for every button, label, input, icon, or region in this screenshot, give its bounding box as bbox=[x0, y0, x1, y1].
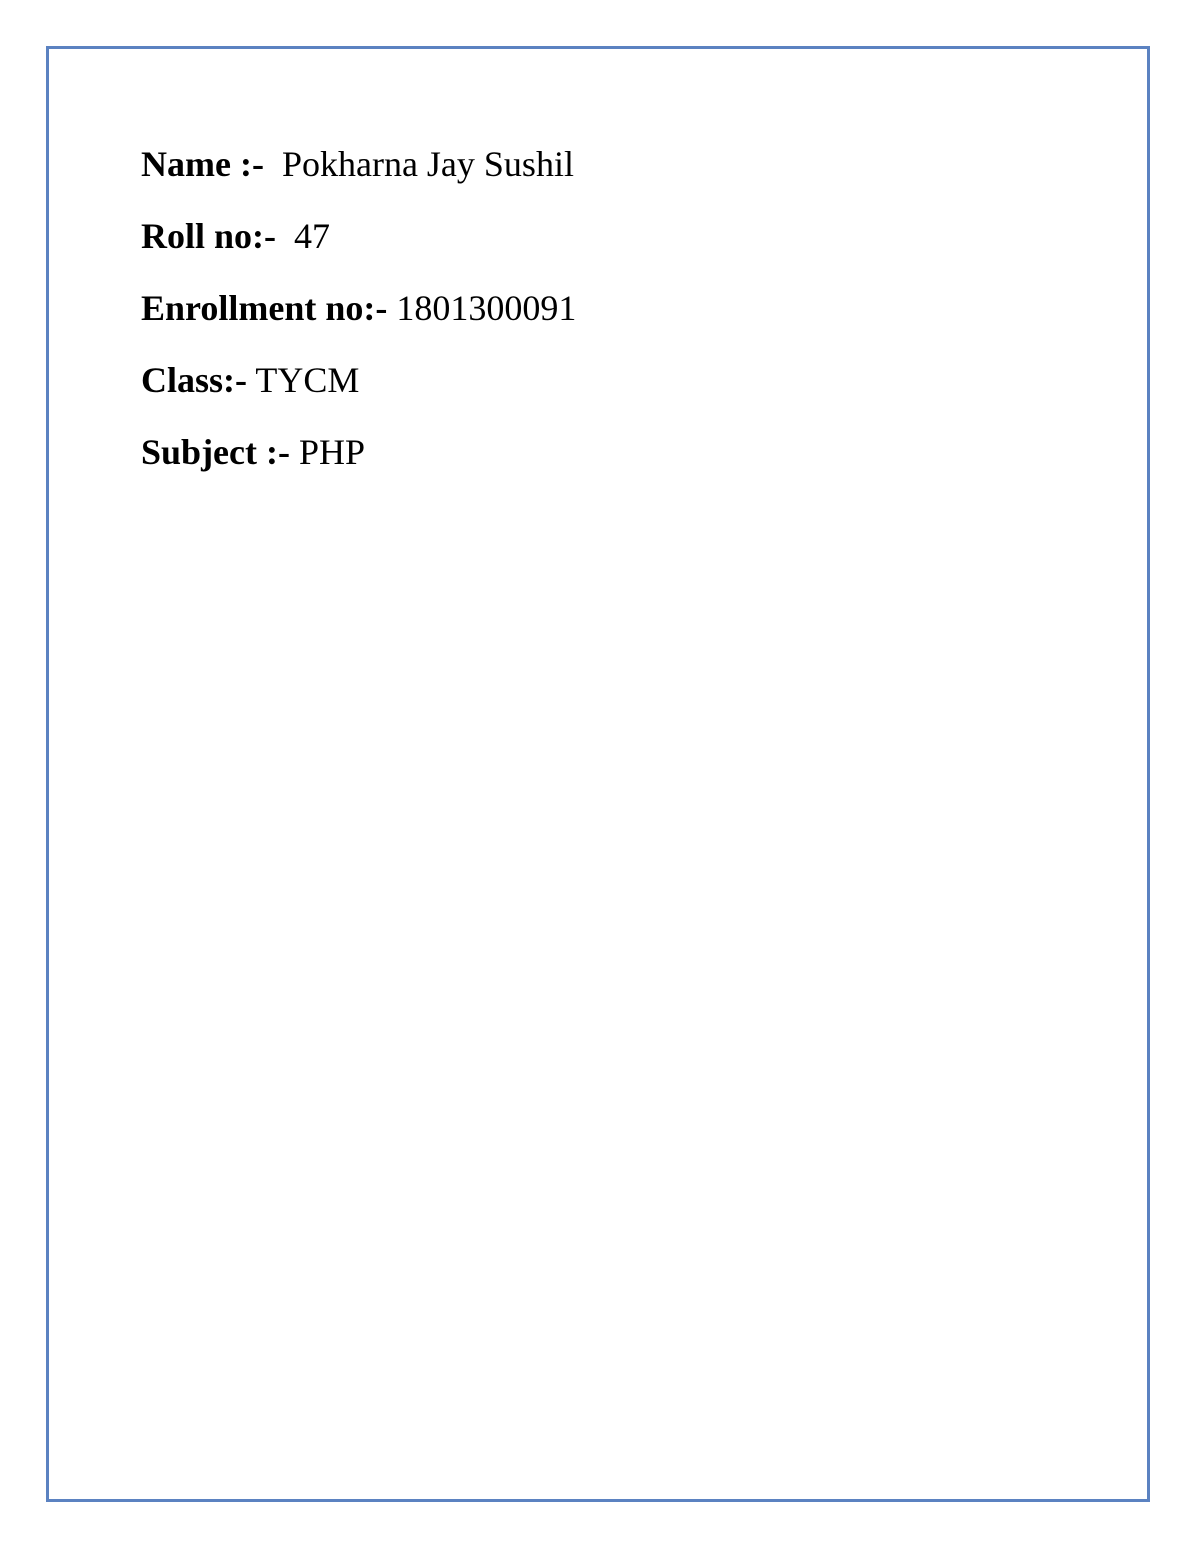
enrollment-no-value: 1801300091 bbox=[396, 288, 577, 328]
class-value: TYCM bbox=[255, 360, 360, 400]
student-info bbox=[141, 142, 576, 502]
roll-no-value: 47 bbox=[294, 216, 330, 256]
enrollment-no-label: Enrollment no:- bbox=[141, 288, 388, 328]
subject-value: PHP bbox=[298, 432, 366, 472]
roll-no-row bbox=[141, 214, 576, 286]
roll-no-label: Roll no:- bbox=[141, 216, 276, 256]
subject-row bbox=[141, 430, 576, 502]
class-row bbox=[141, 358, 576, 430]
name-label: Name :- bbox=[141, 144, 264, 184]
name-row bbox=[141, 142, 576, 214]
name-value: Pokharna Jay Sushil bbox=[281, 144, 574, 184]
subject-label: Subject :- bbox=[141, 432, 290, 472]
enrollment-no-row bbox=[141, 286, 576, 358]
class-label: Class:- bbox=[141, 360, 247, 400]
